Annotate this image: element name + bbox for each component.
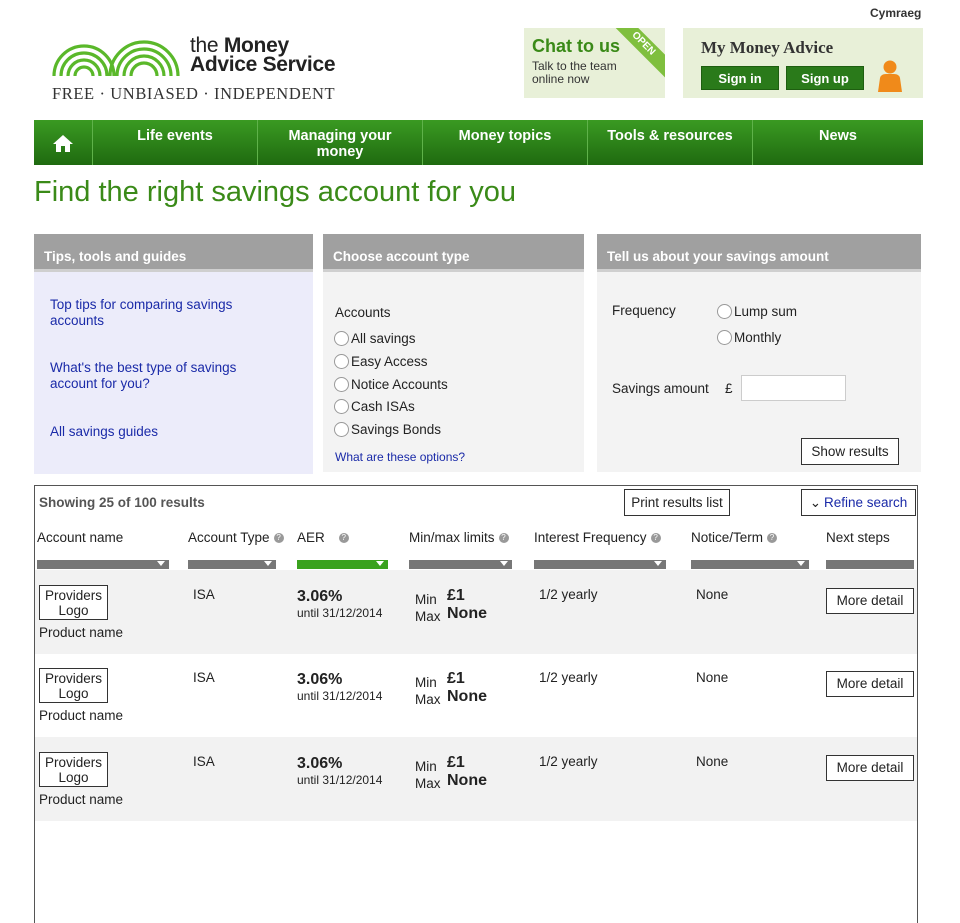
radio-circle[interactable] [334,377,349,392]
radio-cash-isas[interactable] [334,399,415,414]
col-interest-frequency[interactable] [534,530,661,545]
radio-label: Savings Bonds [351,422,442,437]
home-icon [52,133,74,153]
site-logo[interactable] [50,28,360,104]
language-link[interactable]: Cymraeg [870,6,922,20]
more-detail-button[interactable]: More detail [826,671,914,697]
max-value: None [447,605,487,622]
radio-circle[interactable] [717,330,732,345]
tips-link-best-type[interactable]: What's the best type of savings account for you? [50,360,237,391]
account-type: ISA [193,670,215,685]
radio-savings-bonds[interactable] [334,422,441,437]
radio-monthly[interactable] [717,330,781,345]
min-value: £1 [447,670,465,687]
min-label: Min [415,759,437,774]
table-row [35,570,917,654]
sort-arrow-icon [376,561,384,566]
savings-amount-panel [597,234,921,472]
my-money-advice-box [683,28,923,98]
sort-next-steps [826,560,914,569]
sort-aer[interactable] [297,560,388,569]
notice-term: None [696,587,729,602]
min-value: £1 [447,754,465,771]
mma-title: My Money Advice [701,38,834,57]
chat-status-badge: OPEN [609,28,665,78]
table-row [35,653,917,737]
tips-link-all-guides[interactable]: All savings guides [50,424,159,439]
radio-easy-access[interactable] [334,354,428,369]
sort-account-name[interactable] [37,560,169,569]
product-name[interactable]: Product name [39,625,124,640]
max-value: None [447,772,487,789]
col-label: Interest Frequency [534,530,647,545]
provider-logo: Providers Logo [39,585,108,620]
radio-label: Notice Accounts [351,377,448,392]
col-aer[interactable] [297,530,349,545]
aer-value: 3.06% [297,755,343,772]
col-label: Next steps [826,530,890,545]
max-value: None [447,688,487,705]
help-icon[interactable]: ? [767,533,777,543]
sort-arrow-icon [500,561,508,566]
max-label: Max [415,692,441,707]
main-nav [34,120,923,165]
sort-notice-term[interactable] [691,560,809,569]
print-results-button[interactable]: Print results list [624,489,730,516]
col-label: Notice/Term [691,530,764,545]
sign-in-button[interactable]: Sign in [701,66,779,90]
frequency-label: Frequency [612,303,676,318]
radio-circle[interactable] [334,354,349,369]
provider-logo: Providers Logo [39,752,108,787]
radio-all-savings[interactable] [334,331,416,346]
notice-term: None [696,754,729,769]
help-icon[interactable]: ? [651,533,661,543]
help-icon[interactable]: ? [499,533,509,543]
savings-amount-input[interactable] [741,375,846,401]
max-label: Max [415,776,441,791]
aer-until: until 31/12/2014 [297,689,383,703]
sort-min-max[interactable] [409,560,512,569]
radio-notice-accounts[interactable] [334,377,448,392]
col-label: Min/max limits [409,530,495,545]
currency-symbol: £ [725,381,733,396]
radio-label: Lump sum [734,304,798,319]
tips-link-comparing[interactable]: Top tips for comparing savings accounts [50,297,233,328]
radio-circle[interactable] [717,304,732,319]
results-count: Showing 25 of 100 results [39,495,205,510]
table-row [35,737,917,821]
col-account-type[interactable] [188,530,284,545]
aer-value: 3.06% [297,671,343,688]
radio-label: Monthly [734,330,782,345]
nav-news[interactable]: News [819,128,857,144]
aer-value: 3.06% [297,588,343,605]
more-detail-button[interactable]: More detail [826,755,914,781]
refine-search-label: Refine search [824,495,908,510]
aer-until: until 31/12/2014 [297,606,383,620]
refine-search-button[interactable] [801,489,916,516]
interest-frequency: 1/2 yearly [539,587,598,602]
chat-widget[interactable] [524,28,665,98]
col-label: AER [297,530,325,545]
nav-tools-resources[interactable]: Tools & resources [588,120,753,165]
savings-amount-heading: Tell us about your savings amount [597,234,921,272]
col-notice-term[interactable] [691,530,777,545]
sign-up-button[interactable]: Sign up [786,66,864,90]
chevron-down-icon: ⌄ [809,495,821,510]
sort-arrow-icon [264,561,272,566]
nav-money-topics[interactable]: Money topics [423,120,588,165]
col-next-steps [826,530,890,545]
help-icon[interactable]: ? [274,533,284,543]
more-detail-button[interactable]: More detail [826,588,914,614]
sort-account-type[interactable] [188,560,276,569]
product-name[interactable]: Product name [39,708,124,723]
options-help-link[interactable]: What are these options? [335,450,466,464]
min-value: £1 [447,587,465,604]
col-min-max[interactable] [409,530,509,545]
notice-term: None [696,670,729,685]
nav-home[interactable] [34,120,93,165]
logo-title-the: the [190,34,224,57]
savings-amount-label: Savings amount [612,381,709,396]
sort-arrow-icon [157,561,165,566]
col-label: Account name [37,530,124,545]
sort-interest-frequency[interactable] [534,560,666,569]
results-panel [34,485,918,923]
tips-panel-heading: Tips, tools and guides [34,234,313,272]
product-name[interactable]: Product name [39,792,124,807]
radio-lump-sum[interactable] [717,304,797,319]
logo-title-money: Money [223,34,289,57]
tips-panel [34,234,313,474]
nav-life-events[interactable]: Life events [93,120,258,165]
account-type: ISA [193,754,215,769]
help-icon[interactable]: ? [339,533,349,543]
col-account-name[interactable] [37,530,123,545]
accounts-label: Accounts [335,305,391,320]
sort-arrow-icon [654,561,662,566]
max-label: Max [415,609,441,624]
sort-arrow-icon [797,561,805,566]
logo-title-service: Advice Service [190,53,336,76]
rainbow-logo-icon [50,28,190,78]
radio-label: Cash ISAs [351,399,415,414]
interest-frequency: 1/2 yearly [539,754,598,769]
chat-title: Chat to us [532,36,620,56]
chat-subtitle: Talk to the team online now [532,59,617,86]
min-label: Min [415,592,437,607]
nav-managing-money[interactable]: Managing your money [258,120,423,165]
account-type: ISA [193,587,215,602]
radio-circle[interactable] [334,399,349,414]
account-type-heading: Choose account type [323,234,584,272]
provider-logo: Providers Logo [39,668,108,703]
radio-circle[interactable] [334,422,349,437]
radio-label: All savings [351,331,416,346]
interest-frequency: 1/2 yearly [539,670,598,685]
radio-circle[interactable] [334,331,349,346]
person-icon [873,58,907,92]
account-type-panel [323,234,584,472]
col-label: Account Type [188,530,270,545]
logo-tagline: FREE · UNBIASED · INDEPENDENT [52,84,336,103]
show-results-button[interactable]: Show results [801,438,899,465]
radio-label: Easy Access [351,354,428,369]
min-label: Min [415,675,437,690]
aer-until: until 31/12/2014 [297,773,383,787]
page-title: Find the right savings account for you [34,176,516,208]
logo-title [190,36,335,74]
